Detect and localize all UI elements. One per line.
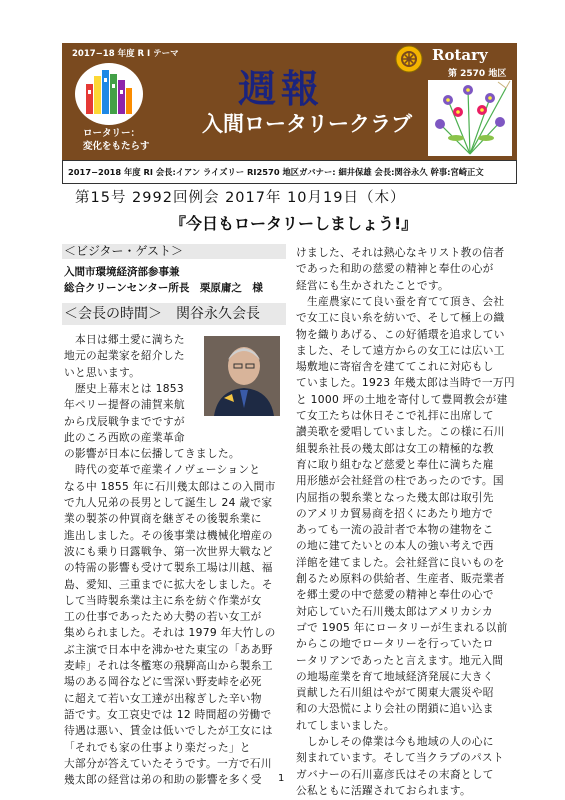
right-text-line: であった和助の慈愛の精神と奉仕の心が bbox=[296, 262, 494, 276]
right-text-line: 組製糸社長の幾太郎は女工の精極的な教 bbox=[296, 441, 494, 455]
left-text-line: なる中 1855 年に石川幾太郎はこの入間市 bbox=[64, 479, 276, 493]
right-text-line: からこの地でロータリーを行っていたロ bbox=[296, 637, 494, 651]
theme-label: 2017−18 年度 R I テーマ bbox=[72, 49, 179, 59]
visitor-heading: ＜ビジター・ゲスト＞ bbox=[62, 244, 286, 259]
right-text-line: を郷土愛の中で慈愛の精神と奉仕の心で bbox=[296, 588, 494, 602]
right-text-line: ガバナーの石川嘉彦氏はその末裔として bbox=[296, 767, 494, 781]
president-photo bbox=[204, 336, 280, 416]
right-text-line: 貢献した石川組はやがて関東大震災や昭 bbox=[296, 686, 494, 700]
right-text-line: 洋館を建てました。会社経営に良いものを bbox=[296, 555, 505, 569]
right-text-line: しかしその偉業は今も地域の人の心に bbox=[307, 735, 494, 748]
right-text-line: 対応していた石川幾太郎はアメリカシカ bbox=[296, 604, 494, 618]
page-title: 週報 bbox=[238, 66, 325, 111]
right-text-line: ゴで 1905 年にロータリーが生まれる以前 bbox=[296, 620, 508, 634]
right-text-line: て女工たちは休日そこで礼拝に出席して bbox=[296, 409, 494, 422]
club-name: 入間ロータリークラブ bbox=[202, 112, 412, 136]
left-text-line: の影響が日本に伝播してきました。 bbox=[64, 447, 240, 461]
left-text-line: 「それでも家の仕事より楽だった」と bbox=[64, 740, 251, 754]
visitor-line-1: 入間市環境経済部参事兼 bbox=[64, 266, 180, 278]
right-text-line: あっても一流の設計者で本物の建物をこ bbox=[296, 523, 494, 537]
logo-tagline bbox=[83, 127, 163, 153]
issue-line: 第15号 2992回例会 2017年 10月19日（木） bbox=[75, 190, 406, 206]
right-text-line: のアメリカ貿易商を招くにあたり地方で bbox=[296, 506, 494, 520]
left-text-line: して当時製糸業は主に糸を紡ぐ作業が女 bbox=[64, 593, 262, 607]
rotary-theme-logo bbox=[74, 62, 144, 126]
left-text-line: 待遇は悪い、賃金は低いでしたが工女には bbox=[64, 724, 273, 738]
right-text-line: 生産農家にて良い蚕を育てて頂き、会社 bbox=[307, 294, 505, 308]
right-text-line: れてしまいました。 bbox=[296, 718, 395, 732]
right-text-line: ていました。1923 年幾太郎は当時で一万円 bbox=[296, 376, 515, 390]
left-text-line: 島、愛知、三重までに拡大をしました。そ bbox=[64, 577, 273, 591]
president-heading: ＜会長の時間＞ 関谷永久会長 bbox=[62, 303, 286, 325]
right-text-line: 公私ともに活躍されておられます。 bbox=[296, 783, 471, 797]
district-label: 第 2570 地区 bbox=[448, 69, 507, 79]
rotary-label: Rotary bbox=[432, 46, 488, 64]
left-text-line: 集められました。それは 1979 年大竹しの bbox=[64, 626, 276, 640]
left-text-line: 此のころ西欧の産業革命 bbox=[64, 430, 185, 444]
left-text-line: 本日は郷土愛に満ちた bbox=[75, 333, 185, 346]
logo-tagline-line1: ロータリー： bbox=[83, 128, 141, 139]
right-text-line: ました、そして遠方からの女工には広い工 bbox=[296, 343, 505, 357]
left-text-line: に超えて若い女工達が出稼ぎした辛い物 bbox=[64, 691, 262, 705]
left-text-line: 年ペリー提督の浦賀来航 bbox=[64, 398, 185, 412]
left-text-line: 歴史上幕末とは 1853 bbox=[75, 381, 185, 395]
page-number: 1 bbox=[278, 773, 285, 784]
right-text-line: 和の大恐慌により会社の閉鎖に追い込ま bbox=[296, 702, 494, 716]
left-text-line: 業の製茶の仲買商を継ぎその後製糸業に bbox=[64, 512, 262, 526]
left-text-line: ぶ主演で日本中を沸かせた東宝の「ああ野 bbox=[64, 642, 273, 656]
left-text-line: 波にも乗り日露戦争、第一次世界大戦など bbox=[64, 544, 273, 558]
right-text-line: の地に建てたいとの本人の強い考えで西 bbox=[296, 539, 494, 553]
right-text-line: 経営にも生かされたことです。 bbox=[296, 278, 449, 292]
right-text-line: 刻まれています。そして当クラブのパスト bbox=[296, 751, 504, 765]
right-text-line: 育に取り組むなど慈愛と奉仕に満ちた雇 bbox=[296, 457, 494, 471]
visitor-line-2: 総合クリーンセンター所長 栗原庸之 様 bbox=[64, 282, 263, 294]
left-text-line: 工の仕事であったため大勢の若い女工が bbox=[64, 610, 262, 624]
right-text-line: 讃美歌を愛唱していました。この様に石川 bbox=[296, 425, 505, 439]
left-text-line: 場のある岡谷などに雪深い野麦峠を必死 bbox=[64, 675, 262, 689]
left-text-line: 幾太郎の経営は弟の和助の影響を多く受 bbox=[64, 773, 262, 787]
left-text-line: 大部分が答えていたそうです。一方で石川 bbox=[64, 756, 272, 770]
right-text-line: ータリアンであったと言えます。地元入間 bbox=[296, 653, 504, 667]
right-text-line: 場敷地に寄宿舎を建ててこれに対応もし bbox=[296, 360, 494, 374]
rotary-wheel-icon bbox=[394, 44, 424, 74]
slogan: 『今日もロータリーしましょう!』 bbox=[170, 214, 418, 233]
left-text-line: いと思います。 bbox=[64, 365, 141, 379]
right-text-line: けました、それは熱心なキリスト教の信者 bbox=[296, 246, 505, 259]
left-text-line: 進出しました。その後事業は機械化増産の bbox=[64, 528, 273, 542]
left-text-line: で九人兄弟の長男として誕生し 24 歳で家 bbox=[64, 496, 273, 509]
flower-illustration bbox=[428, 80, 512, 156]
logo-tagline-line2: 変化をもたらす bbox=[83, 141, 150, 152]
right-text-line: と 1000 坪の土地を寄付して豊岡教会が建 bbox=[296, 392, 508, 406]
right-text-line: 用形態が会社経営の柱であったのです。国 bbox=[296, 474, 504, 488]
left-text-line: の特需の影響も受けて製糸工場は川越、福 bbox=[64, 561, 273, 575]
left-text-line: 地元の起業家を紹介した bbox=[64, 349, 185, 363]
right-text-line: 内屈指の製糸業となった幾太郎は取引先 bbox=[296, 490, 494, 504]
officers-bar: 2017−2018 年度 RI 会長:イアン ライズリー RI2570 地区ガバナー: 細井保雄 会長:関谷永久 幹事:宮崎正文 bbox=[62, 160, 517, 184]
right-text-line: 物を織りあげる、この好循環を追求してい bbox=[296, 327, 505, 341]
left-text-line: から戊辰戦争までですが bbox=[64, 414, 185, 428]
left-text-line: 麦峠」それは冬檻寒の飛騨高山から製糸工 bbox=[64, 659, 273, 672]
left-text-line: 時代の変革で産業イノヴェーションと bbox=[75, 463, 261, 477]
right-text-line: の地場産業を育て地域経済発展に大きく bbox=[296, 669, 494, 683]
left-text-line: 語です。女工哀史では 12 時間超の労働で bbox=[64, 707, 272, 721]
right-text-line: で女工に良い糸を紡いで、そして極上の織 bbox=[296, 311, 505, 325]
right-text-line: 創るため原料の供給者、生産者、販売業者 bbox=[296, 572, 505, 585]
